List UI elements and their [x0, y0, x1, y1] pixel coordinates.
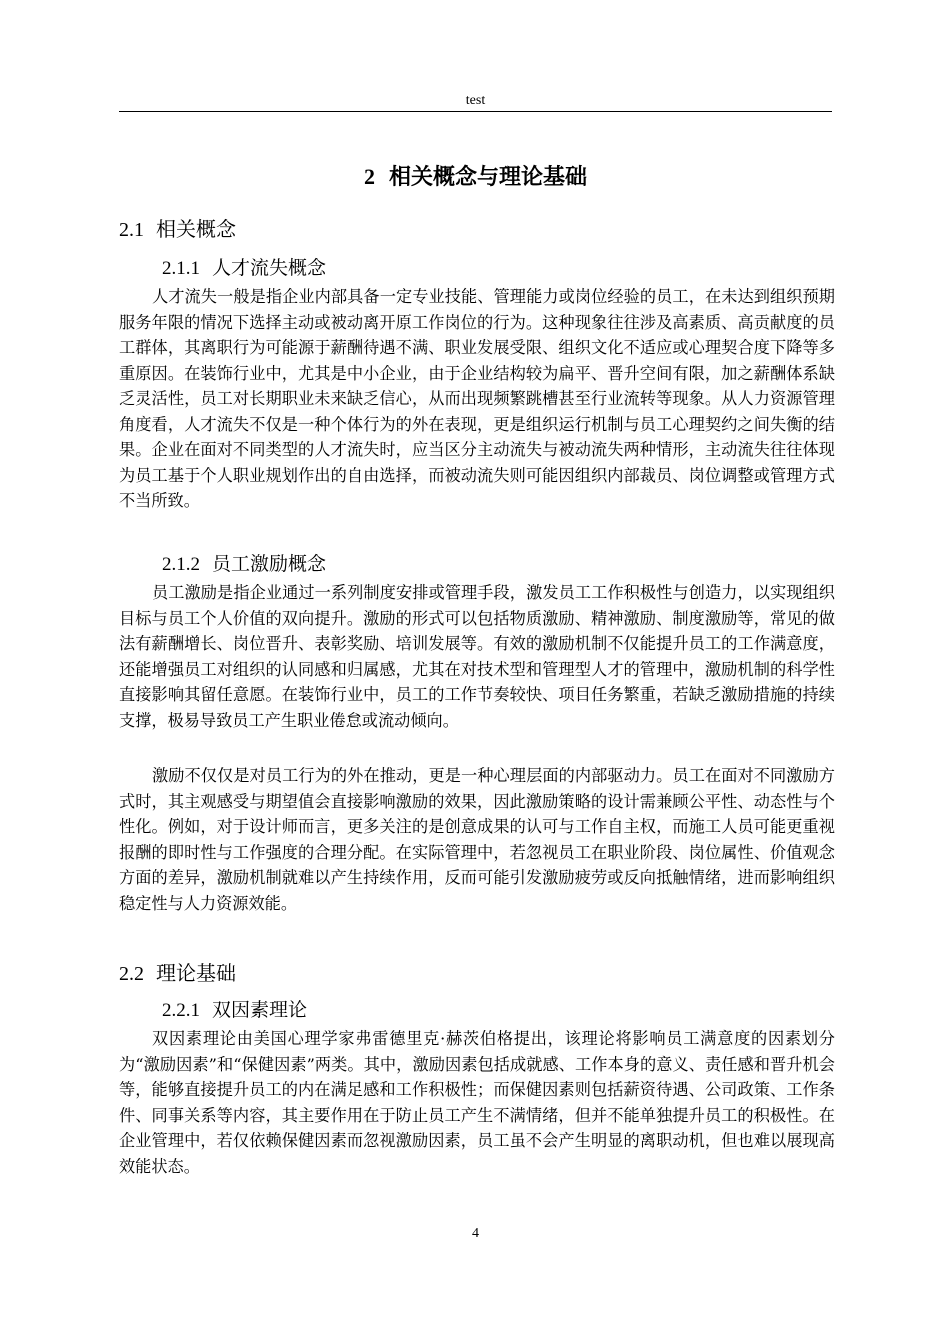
header-rule	[119, 111, 832, 112]
section-number: 2.1	[119, 219, 144, 241]
paragraph-talent-loss: 人才流失一般是指企业内部具备一定专业技能、管理能力或岗位经验的员工，在未达到组织预期服务年限的情况下选择主动或被动离开原工作岗位的行为。这种现象往往涉及高素质、高贡献度的员工群体，其离职行为可能源于薪酬待遇不满、职业发展受限、组织文化不适应或心理契合度下降等多重原因。在装饰行业中，尤其是中小企业，由于企业结构较为扁平、晋升空间有限，加之薪酬体系缺乏灵活性，员工对长期职业未来缺乏信心，从而出现频繁跳槽甚至行业流转等现象。从人力资源管理角度看，人才流失不仅是一种个体行为的外在表现，更是组织运行机制与员工心理契约之间失衡的结果。企业在面对不同类型的人才流失时，应当区分主动流失与被动流失两种情形，主动流失往往体现为员工基于个人职业规划作出的自由选择，而被动流失则可能因组织内部裁员、岗位调整或管理方式不当所致。	[119, 287, 835, 510]
subsection-number: 2.1.1	[162, 258, 200, 279]
section-number: 2.2	[119, 963, 144, 985]
subsection-title: 双因素理论	[212, 999, 308, 1021]
page-header: test	[465, 93, 486, 108]
section-title: 相关概念	[156, 217, 236, 241]
subsection-heading-2-1-1	[162, 254, 326, 283]
subsection-title: 人才流失概念	[212, 257, 327, 279]
page-number: 4	[472, 1226, 479, 1241]
section-heading-2-2	[119, 958, 236, 989]
section-title: 理论基础	[156, 961, 236, 985]
section-heading-2-1	[119, 214, 236, 245]
chapter-title: 相关概念与理论基础	[388, 164, 587, 190]
chapter-number: 2	[363, 164, 375, 189]
paragraph-employee-incentive: 员工激励是指企业通过一系列制度安排或管理手段，激发员工工作积极性与创造力，以实现组织目标与员工个人价值的双向提升。激励的形式可以包括物质激励、精神激励、制度激励等，常见的做法有薪酬增长、岗位晋升、表彰奖励、培训发展等。有效的激励机制不仅能提升员工的工作满意度，还能增强员工对组织的认同感和归属感，尤其在对技术型和管理型人才的管理中，激励机制的科学性直接影响其留任意愿。在装饰行业中，员工的工作节奏较快、项目任务繁重，若缺乏激励措施的持续支撑，极易导致员工产生职业倦怠或流动倾向。	[119, 583, 835, 730]
subsection-number: 2.2.1	[162, 1000, 200, 1021]
chapter-heading	[119, 160, 832, 194]
subsection-heading-2-2-1	[162, 996, 307, 1025]
paragraph-two-factor-theory: 双因素理论由美国心理学家弗雷德里克·赫茨伯格提出，该理论将影响员工满意度的因素划分为“激励因素”和“保健因素”两类。其中，激励因素包括成就感、工作本身的意义、责任感和晋升机会等，能够直接提升员工的内在满足感和工作积极性；而保健因素则包括薪资待遇、公司政策、工作条件、同事关系等内容，其主要作用在于防止员工产生不满情绪，但并不能单独提升员工的积极性。在企业管理中，若仅依赖保健因素而忽视激励因素，员工虽不会产生明显的离职动机，但也难以展现高效能状态。	[119, 1029, 835, 1176]
subsection-heading-2-1-2	[162, 550, 326, 579]
subsection-number: 2.1.2	[162, 554, 200, 575]
subsection-title: 员工激励概念	[212, 553, 327, 575]
paragraph-incentive-psychology: 激励不仅仅是对员工行为的外在推动，更是一种心理层面的内部驱动力。员工在面对不同激励方式时，其主观感受与期望值会直接影响激励的效果，因此激励策略的设计需兼顾公平性、动态性与个性化。例如，对于设计师而言，更多关注的是创意成果的认可与工作自主权，而施工人员可能更重视报酬的即时性与工作强度的合理分配。在实际管理中，若忽视员工在职业阶段、岗位属性、价值观念方面的差异，激励机制就难以产生持续作用，反而可能引发激励疲劳或反向抵触情绪，进而影响组织稳定性与人力资源效能。	[119, 766, 835, 913]
